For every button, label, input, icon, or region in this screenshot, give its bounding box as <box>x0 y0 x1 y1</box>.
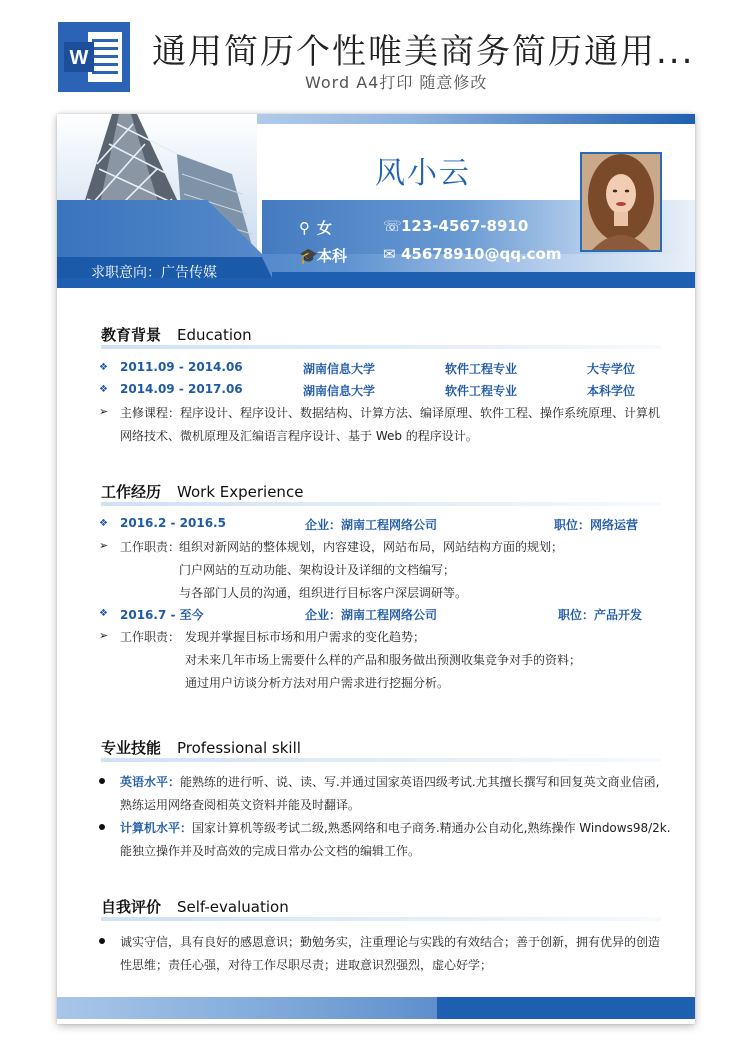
section-title-cn: 教育背景 <box>101 326 162 344</box>
skill-text: 熟练运用网络查阅相英文资料并能及时翻译。 <box>120 798 361 812</box>
arrow-bullet-icon: ➢ <box>99 539 109 552</box>
job-company: 企业：湖南工程网络公司 <box>305 518 438 532</box>
edu-period: 2014.09 - 2017.06 <box>120 382 243 396</box>
section-divider <box>101 502 661 506</box>
graduation-cap-icon: 🎓 <box>299 247 318 265</box>
section-title-en: Self-evaluation <box>177 898 289 916</box>
duty-line: 通过用户访谈分析方法对用户需求进行挖掘分析。 <box>185 676 450 690</box>
skill-text: 国家计算机等级考试二级,熟悉网络和电子商务.精通办公自动化,熟练操作 Windows98/2k. <box>192 821 671 835</box>
job-objective: 求职意向：广告传媒 <box>91 265 217 281</box>
skill-item <box>120 819 671 836</box>
diamond-bullet-icon: ❖ <box>99 608 108 619</box>
edu-school: 湖南信息大学 <box>303 384 376 398</box>
skill-item <box>120 773 659 790</box>
job-position: 职位：产品开发 <box>558 608 643 622</box>
edu-degree: 本科学位 <box>587 384 636 398</box>
degree-info <box>299 245 347 266</box>
section-title-work <box>101 481 303 502</box>
diamond-bullet-icon: ❖ <box>99 362 108 373</box>
edu-period: 2011.09 - 2014.06 <box>120 360 243 374</box>
section-title-cn: 专业技能 <box>101 739 162 757</box>
round-bullet-icon <box>99 938 105 944</box>
courses-line: 主修课程：程序设计、程序设计、数据结构、计算方法、编译原理、软件工程、操作系统原理、计算机 <box>120 406 661 420</box>
document-subtitle: Word A4打印 随意修改 <box>305 73 488 92</box>
degree-value: 本科 <box>317 247 348 265</box>
round-bullet-icon <box>99 778 105 784</box>
job-period: 2016.2 - 2016.5 <box>120 516 226 530</box>
duty-line: 门户网站的互动功能、架构设计及详细的文档编写； <box>179 563 456 577</box>
self-eval-line: 诚实守信，具有良好的感恩意识；勤勉务实，注重理论与实践的有效结合；善于创新，拥有优异的创造 <box>120 935 661 949</box>
duty-line: 对未来几年市场上需要什么样的产品和服务做出预测收集竞争对手的资料； <box>185 653 582 667</box>
edu-major: 软件工程专业 <box>445 362 518 376</box>
duty-label: 工作职责： <box>120 630 181 644</box>
section-title-self-eval <box>101 896 289 917</box>
mail-icon: ✉ <box>383 245 396 263</box>
phone-value: 123-4567-8910 <box>401 217 529 235</box>
resume-page <box>57 114 695 1024</box>
section-title-en: Education <box>177 326 252 344</box>
section-title-cn: 自我评价 <box>101 898 162 916</box>
skill-text: 能熟练的进行听、说、读、写.并通过国家英语四级考试.尤其擅长撰写和回复英文商业信函, <box>180 775 660 789</box>
section-title-en: Work Experience <box>177 483 304 501</box>
arrow-bullet-icon: ➢ <box>99 405 109 418</box>
round-bullet-icon <box>99 824 105 830</box>
profile-photo <box>580 152 662 252</box>
duty-line: 发现并掌握目标市场和用户需求的变化趋势； <box>185 630 426 644</box>
section-title-cn: 工作经历 <box>101 483 162 501</box>
edu-major: 软件工程专业 <box>445 384 518 398</box>
edu-degree: 大专学位 <box>587 362 636 376</box>
skill-text: 能独立操作并及时高效的完成日常办公文档的编辑工作。 <box>120 844 421 858</box>
email-value: 45678910@qq.com <box>401 245 562 263</box>
duty-line: 与各部门人员的沟通，组织进行目标客户深层调研等。 <box>179 586 468 600</box>
phone-info <box>383 217 528 235</box>
document-title: 通用简历个性唯美商务简历通用... <box>152 32 695 72</box>
email-info <box>383 245 562 263</box>
phone-icon: ☏ <box>383 217 402 235</box>
skill-label: 计算机水平： <box>120 821 193 835</box>
job-period: 2016.7 - 至今 <box>120 608 204 622</box>
section-title-skills <box>101 737 301 758</box>
section-title-en: Professional skill <box>177 739 301 757</box>
courses-line: 网络技术、微机原理及汇编语言程序设计、基于 Web 的程序设计。 <box>120 429 478 443</box>
duty-label: 工作职责： <box>120 540 181 554</box>
skill-label: 英语水平： <box>120 775 181 789</box>
section-title-education <box>101 324 252 345</box>
section-divider <box>101 917 661 921</box>
self-eval-line: 性思维；责任心强，对待工作尽职尽责；进取意识烈强烈，虚心好学； <box>120 958 493 972</box>
svg-text:W: W <box>69 47 89 69</box>
gender-value: 女 <box>317 219 333 237</box>
candidate-name: 风小云 <box>375 156 471 191</box>
word-document-icon <box>58 22 130 92</box>
diamond-bullet-icon: ❖ <box>99 518 108 529</box>
footer-bar <box>57 997 695 1019</box>
job-company: 企业：湖南工程网络公司 <box>305 608 438 622</box>
section-divider <box>101 758 661 762</box>
arrow-bullet-icon: ➢ <box>99 629 109 642</box>
job-position: 职位：网络运营 <box>554 518 639 532</box>
duty-line: 组织对新网站的整体规划，内容建设，网站布局，网站结构方面的规划； <box>179 540 564 554</box>
edu-school: 湖南信息大学 <box>303 362 376 376</box>
search-icon: ⚲ <box>299 219 310 237</box>
diamond-bullet-icon: ❖ <box>99 384 108 395</box>
section-divider <box>101 345 661 349</box>
gender-info <box>299 217 332 238</box>
